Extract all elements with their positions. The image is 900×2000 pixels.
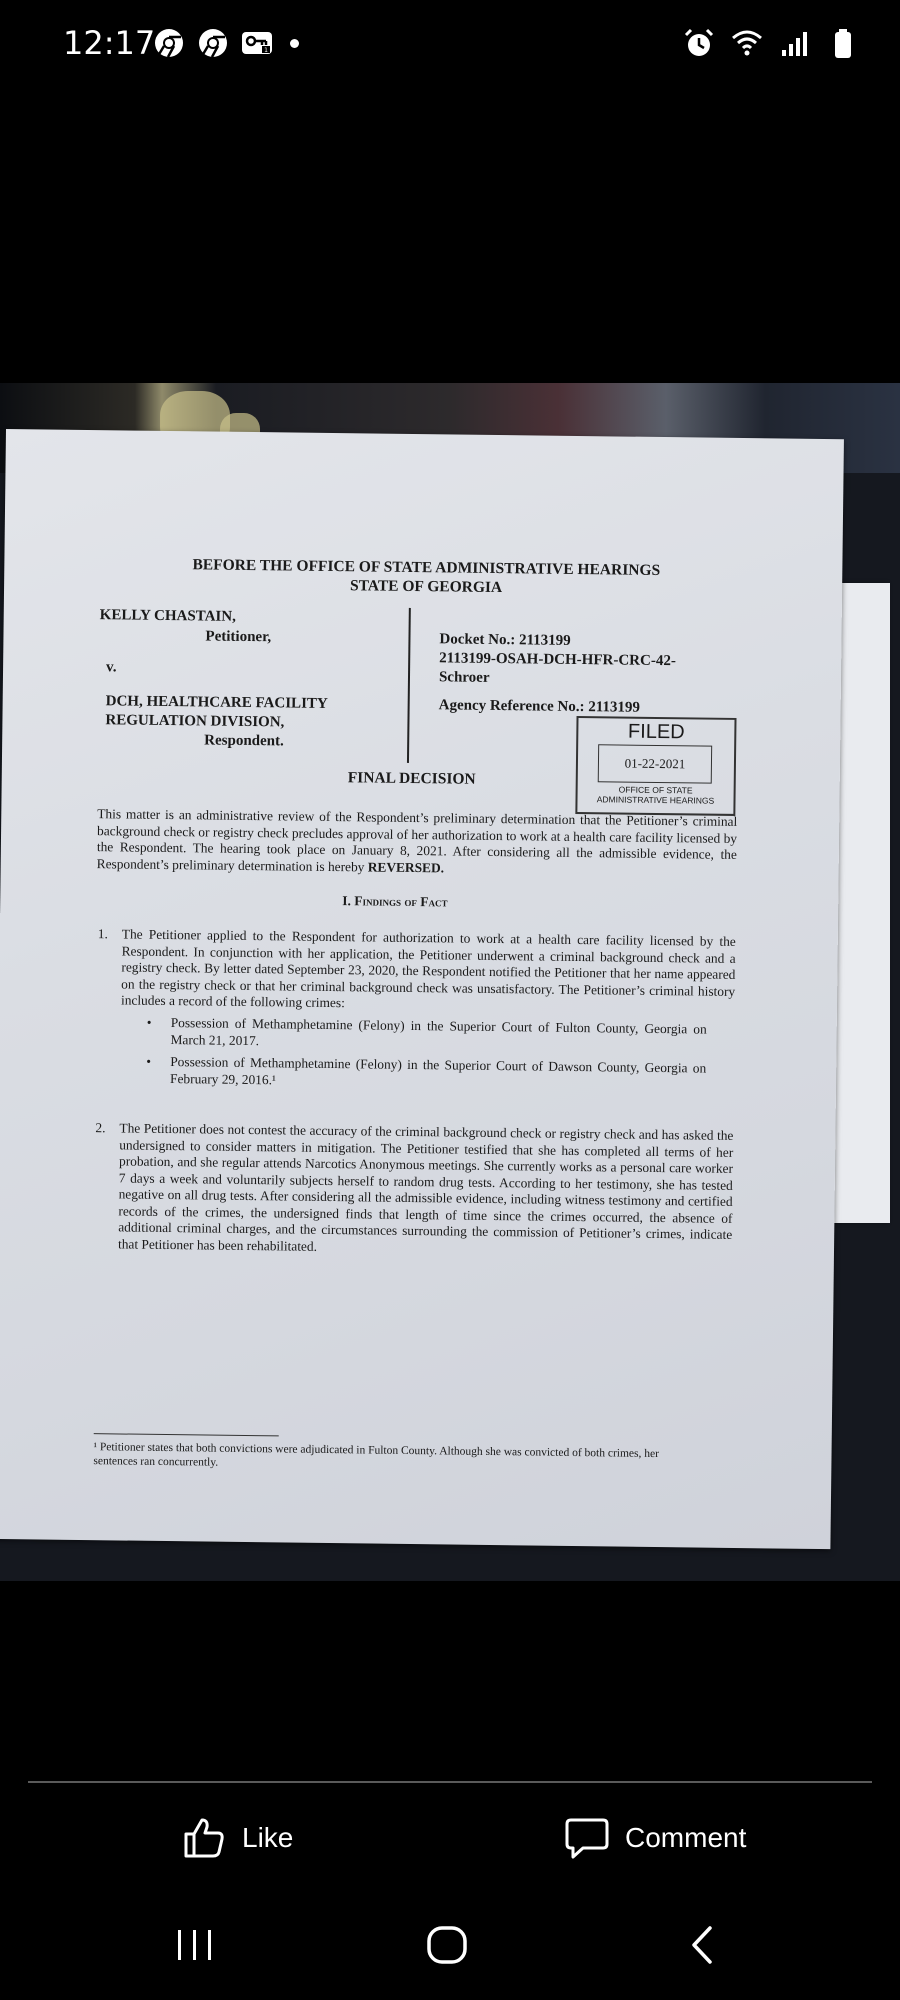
intro-emphasis: REVERSED. [367,858,445,875]
home-icon[interactable] [424,1922,470,1968]
status-time: 12:17 [63,24,156,62]
thumbs-up-icon [180,1814,228,1862]
finding-1-number: 1. [97,926,108,942]
intro-text: This matter is an administrative review of the Respondent’s preliminary determination that the Petitioner’s criminal background check or registry check precludes approval of her authorization to work at a health care facility licensed by the Respondent. The hearing took place on January 8, 2021. After considering all the admissible evidence, the Respondent’s preliminary determination is hereby [96,806,738,874]
wifi-icon [730,26,764,60]
respondent-line-1: DCH, HEALTHCARE FACILITY [105,693,328,712]
recents-icon[interactable] [170,1922,220,1968]
finding-1-text: The Petitioner applied to the Respondent for authorization to work at a health care facility licensed by the Respondent. In conjunction with her application, the Petitioner underwent a criminal background check and a registry check. By letter dated September 23, 2020, the Respondent notified the Petitioner that her name appeared on the registry check or that her criminal background check was unsatisfactory. The Petitioner’s criminal history includes a record of the following crimes: [120,926,736,1011]
alarm-icon [682,26,716,60]
bullet-text-1: Possession of Methamphetamine (Felony) in the Superior Court of Fulton County, Georgia on March 21, 2017. [170,1015,707,1048]
comment-icon [563,1814,611,1862]
stamp-date: 01-22-2021 [598,744,712,783]
intro-paragraph [97,806,738,880]
versus: v. [105,659,117,676]
back-icon[interactable] [680,1922,726,1968]
crimes-list [146,1015,707,1095]
stamp-office [577,784,733,806]
chrome-icon [196,26,230,60]
notification-icons [152,26,299,60]
status-bar [0,0,900,90]
docket-number: Docket No.: 2113199 [439,631,571,649]
respondent-role: Respondent. [204,732,284,750]
battery-icon [826,26,860,60]
stamp-office-line-2: ADMINISTRATIVE HEARINGS [596,794,715,806]
bullet-icon: • [146,1014,152,1030]
document-photo[interactable] [0,383,900,1581]
system-icons [682,26,860,60]
finding-2-text: The Petitioner does not contest the accuracy of the criminal background check or registry check and has asked the undersigned to consider matters in mitigation. The Petitioner testified that she has completed all terms of her probation, and she regular attends Narcotics Anonymous meetings. She currently works as a personal care worker 7 days a week and voluntarily subjects herself to random drug tests. According to her testimony, she has tested negative on all drug tests. After considering all the admissible evidence, including witness testimony and certified records of the crimes, the undersigned finds that length of time since the crimes occurred, the absence of additional criminal charges, and the circumstances surrounding the commission of Petitioner’s crimes, indicate that Petitioner has been rehabilitated. [117,1120,734,1254]
bullet-text-2: Possession of Methamphetamine (Felony) in the Superior Court of Dawson County, Georgia on February 29, 2016.¹ [169,1054,707,1087]
document-heading [166,555,686,599]
navigation-bar [0,1910,900,1980]
signal-icon [778,26,812,60]
caption-divider [407,608,411,763]
docket-code: 2113199-OSAH-DCH-HFR-CRC-42- [439,650,676,670]
action-separator [28,1781,872,1783]
footnote-rule [94,1433,279,1436]
petitioner-name: KELLY CHASTAIN, [99,607,236,625]
petitioner-role: Petitioner, [205,628,272,646]
agency-reference: Agency Reference No.: 2113199 [438,697,641,716]
vpn-key-icon [240,26,274,60]
svg-text:1: 1 [264,47,268,54]
list-item [146,1015,706,1055]
comment-button[interactable] [563,1810,746,1866]
respondent-line-2: REGULATION DIVISION, [105,712,285,731]
stamp-office-line-1: OFFICE OF STATE [618,784,693,796]
like-label: Like [242,1822,294,1853]
like-button[interactable] [180,1810,293,1866]
footnote: ¹ Petitioner states that both convictions were adjudicated in Fulton County. Although she was convicted of both crimes, her sentences ran concurrently. [93,1441,660,1469]
finding-2-number: 2. [95,1120,106,1136]
docket-judge: Schroer [438,669,490,686]
document-content [0,429,844,1549]
stamp-filed-label: FILED [627,720,685,744]
heading-line-2: STATE OF GEORGIA [349,577,503,597]
heading-line-1: BEFORE THE OFFICE OF STATE ADMINISTRATIVE HEARINGS [192,556,661,580]
dot-icon [290,39,299,48]
filed-stamp [575,716,736,816]
document-page [0,429,844,1549]
comment-label: Comment [625,1822,747,1853]
bullet-icon: • [146,1053,152,1069]
section-heading: I. Findings of Fact [342,893,448,910]
document-title: FINAL DECISION [347,769,476,788]
chrome-icon [152,26,186,60]
list-item [146,1054,706,1094]
